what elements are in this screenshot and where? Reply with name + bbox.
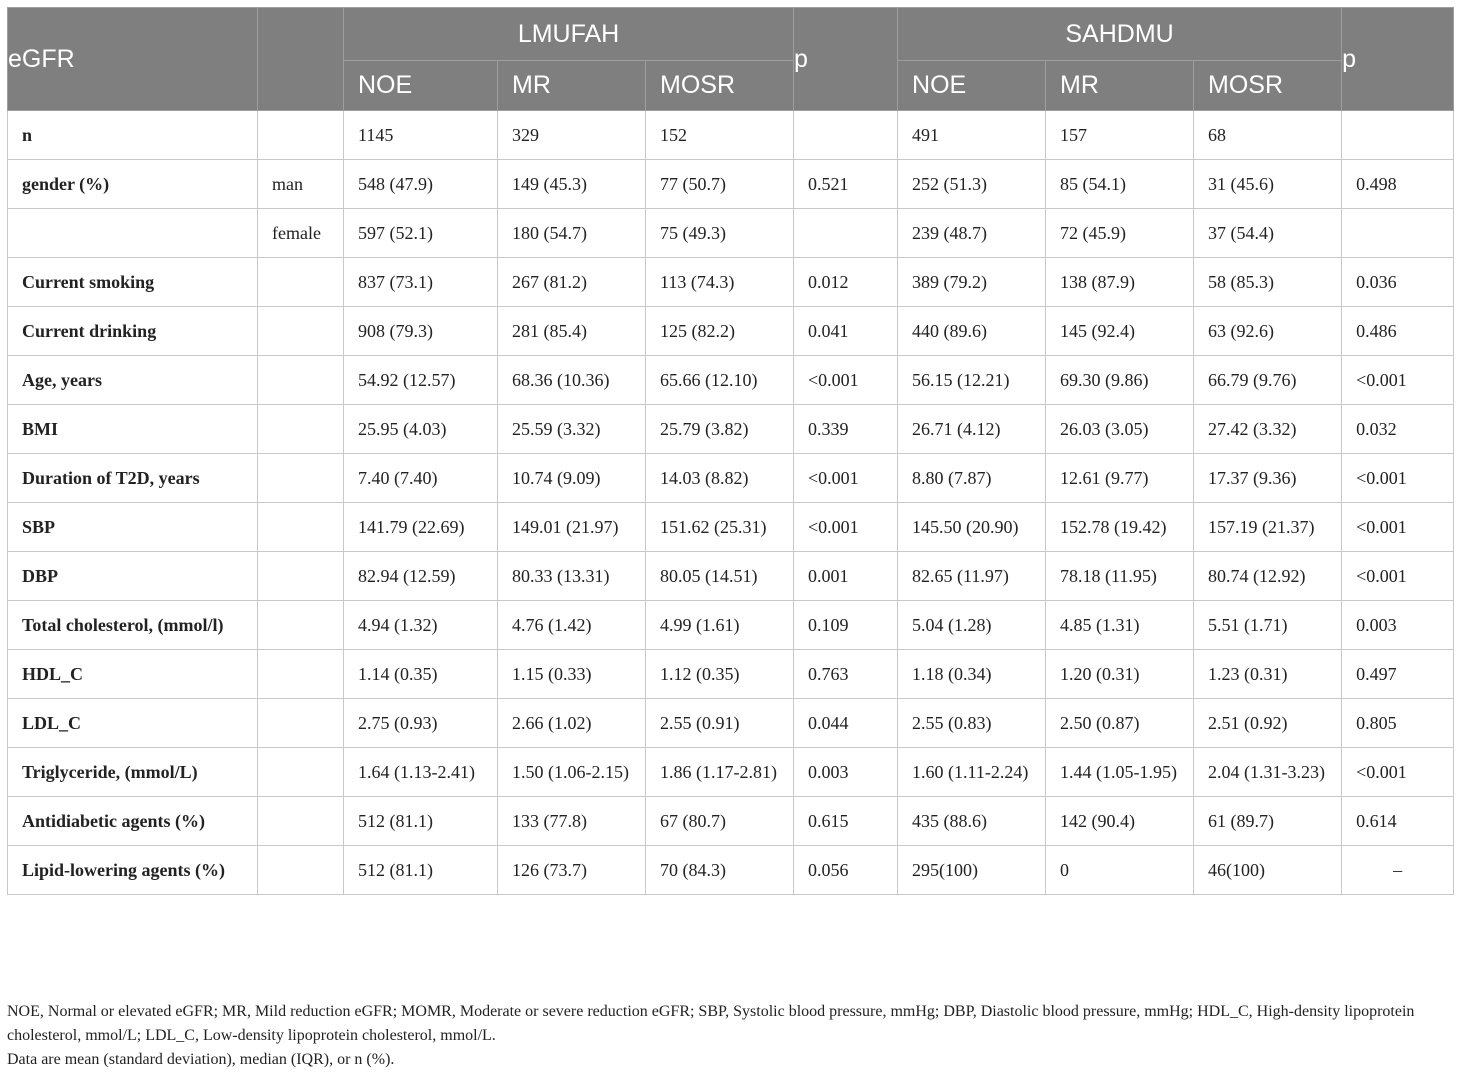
p-value-cell: 0.497 (1342, 650, 1454, 699)
header-noe-2: NOE (898, 61, 1046, 111)
table-row (8, 846, 1454, 895)
p-value-cell: <0.001 (794, 356, 898, 405)
value-cell: 4.76 (1.42) (498, 601, 646, 650)
value-cell: 239 (48.7) (898, 209, 1046, 258)
value-cell: 1.60 (1.11-2.24) (898, 748, 1046, 797)
p-value-cell: 0.521 (794, 160, 898, 209)
value-cell: 1.18 (0.34) (898, 650, 1046, 699)
table-row (8, 552, 1454, 601)
value-cell: 58 (85.3) (1194, 258, 1342, 307)
value-cell: 2.75 (0.93) (344, 699, 498, 748)
value-cell: 75 (49.3) (646, 209, 794, 258)
row-sublabel (258, 307, 344, 356)
value-cell: 4.94 (1.32) (344, 601, 498, 650)
row-sublabel (258, 503, 344, 552)
row-label: n (8, 111, 258, 160)
row-sublabel (258, 699, 344, 748)
table-row (8, 160, 1454, 209)
row-label: Antidiabetic agents (%) (8, 797, 258, 846)
value-cell: 2.55 (0.83) (898, 699, 1046, 748)
p-value-cell: 0.032 (1342, 405, 1454, 454)
value-cell: 72 (45.9) (1046, 209, 1194, 258)
row-label: Lipid-lowering agents (%) (8, 846, 258, 895)
p-value-cell: 0.805 (1342, 699, 1454, 748)
value-cell: 82.94 (12.59) (344, 552, 498, 601)
value-cell: 68 (1194, 111, 1342, 160)
row-sublabel (258, 846, 344, 895)
value-cell: 512 (81.1) (344, 846, 498, 895)
header-group-sahdmu: SAHDMU (898, 8, 1342, 61)
header-p-2: p (1342, 8, 1454, 111)
value-cell: 157.19 (21.37) (1194, 503, 1342, 552)
value-cell: 281 (85.4) (498, 307, 646, 356)
row-label: SBP (8, 503, 258, 552)
value-cell: 70 (84.3) (646, 846, 794, 895)
value-cell: 1.23 (0.31) (1194, 650, 1342, 699)
p-value-cell (1342, 111, 1454, 160)
value-cell: 491 (898, 111, 1046, 160)
table-row (8, 209, 1454, 258)
p-value-cell: <0.001 (1342, 356, 1454, 405)
table-row (8, 699, 1454, 748)
value-cell: 68.36 (10.36) (498, 356, 646, 405)
value-cell: 295(100) (898, 846, 1046, 895)
header-mosr-1: MOSR (646, 61, 794, 111)
p-value-cell: 0.041 (794, 307, 898, 356)
value-cell: 252 (51.3) (898, 160, 1046, 209)
header-mosr-2: MOSR (1194, 61, 1342, 111)
value-cell: 14.03 (8.82) (646, 454, 794, 503)
value-cell: 26.71 (4.12) (898, 405, 1046, 454)
table-container (7, 7, 1453, 895)
p-value-cell: <0.001 (1342, 552, 1454, 601)
value-cell: 152.78 (19.42) (1046, 503, 1194, 552)
value-cell: 2.55 (0.91) (646, 699, 794, 748)
row-sublabel: female (258, 209, 344, 258)
value-cell: 389 (79.2) (898, 258, 1046, 307)
p-value-cell (794, 111, 898, 160)
value-cell: 0 (1046, 846, 1194, 895)
row-label: LDL_C (8, 699, 258, 748)
table-row (8, 650, 1454, 699)
table-body (8, 111, 1454, 895)
table-row (8, 503, 1454, 552)
value-cell: 4.99 (1.61) (646, 601, 794, 650)
value-cell: 151.62 (25.31) (646, 503, 794, 552)
footnote-abbreviations: NOE, Normal or elevated eGFR; MR, Mild reduction eGFR; MOMR, Moderate or severe reduction eGFR; SBP, Systolic blood pressure, mmHg; DBP, Diastolic blood pressure, mmHg; HDL_C, High-density lipoprotein cholesterol, mmol/L; LDL_C, Low-density lipoprotein cholesterol, mmol/L. (7, 1003, 1415, 1044)
table-row (8, 454, 1454, 503)
value-cell: 435 (88.6) (898, 797, 1046, 846)
row-label: Current smoking (8, 258, 258, 307)
row-sublabel (258, 405, 344, 454)
header-group-lmufah: LMUFAH (344, 8, 794, 61)
p-value-cell: <0.001 (1342, 503, 1454, 552)
row-label: BMI (8, 405, 258, 454)
value-cell: 1.14 (0.35) (344, 650, 498, 699)
value-cell: 1.86 (1.17-2.81) (646, 748, 794, 797)
header-mr-1: MR (498, 61, 646, 111)
row-label: HDL_C (8, 650, 258, 699)
footnotes (7, 1000, 1453, 1072)
value-cell: 17.37 (9.36) (1194, 454, 1342, 503)
value-cell: 512 (81.1) (344, 797, 498, 846)
header-egfr: eGFR (8, 8, 258, 111)
value-cell: 141.79 (22.69) (344, 503, 498, 552)
p-value-cell: 0.109 (794, 601, 898, 650)
row-label: Total cholesterol, (mmol/l) (8, 601, 258, 650)
value-cell: 125 (82.2) (646, 307, 794, 356)
table-row (8, 111, 1454, 160)
value-cell: 149.01 (21.97) (498, 503, 646, 552)
value-cell: 65.66 (12.10) (646, 356, 794, 405)
p-value-cell: 0.615 (794, 797, 898, 846)
table-row (8, 601, 1454, 650)
row-label: Current drinking (8, 307, 258, 356)
row-label: Duration of T2D, years (8, 454, 258, 503)
value-cell: 5.04 (1.28) (898, 601, 1046, 650)
value-cell: 138 (87.9) (1046, 258, 1194, 307)
value-cell: 8.80 (7.87) (898, 454, 1046, 503)
value-cell: 80.33 (13.31) (498, 552, 646, 601)
value-cell: 85 (54.1) (1046, 160, 1194, 209)
value-cell: 1.50 (1.06-2.15) (498, 748, 646, 797)
value-cell: 329 (498, 111, 646, 160)
value-cell: 69.30 (9.86) (1046, 356, 1194, 405)
row-label: DBP (8, 552, 258, 601)
value-cell: 31 (45.6) (1194, 160, 1342, 209)
value-cell: 77 (50.7) (646, 160, 794, 209)
p-value-cell: 0.001 (794, 552, 898, 601)
p-value-cell: 0.763 (794, 650, 898, 699)
header-noe-1: NOE (344, 61, 498, 111)
value-cell: 25.79 (3.82) (646, 405, 794, 454)
p-value-cell: 0.012 (794, 258, 898, 307)
data-table (7, 7, 1454, 895)
p-value-cell: 0.044 (794, 699, 898, 748)
row-sublabel (258, 552, 344, 601)
p-value-cell: 0.056 (794, 846, 898, 895)
row-sublabel (258, 356, 344, 405)
value-cell: 548 (47.9) (344, 160, 498, 209)
row-sublabel (258, 111, 344, 160)
value-cell: 82.65 (11.97) (898, 552, 1046, 601)
table-row (8, 356, 1454, 405)
p-value-cell: <0.001 (1342, 454, 1454, 503)
row-sublabel: man (258, 160, 344, 209)
value-cell: 142 (90.4) (1046, 797, 1194, 846)
value-cell: 80.74 (12.92) (1194, 552, 1342, 601)
value-cell: 26.03 (3.05) (1046, 405, 1194, 454)
value-cell: 78.18 (11.95) (1046, 552, 1194, 601)
value-cell: 1.12 (0.35) (646, 650, 794, 699)
value-cell: 837 (73.1) (344, 258, 498, 307)
header-blank (258, 8, 344, 111)
table-row (8, 307, 1454, 356)
p-value-cell: 0.003 (1342, 601, 1454, 650)
value-cell: 145 (92.4) (1046, 307, 1194, 356)
row-sublabel (258, 797, 344, 846)
value-cell: 152 (646, 111, 794, 160)
value-cell: 267 (81.2) (498, 258, 646, 307)
row-label (8, 209, 258, 258)
value-cell: 2.04 (1.31-3.23) (1194, 748, 1342, 797)
footnote-data-format: Data are mean (standard deviation), median (IQR), or n (%). (7, 1051, 395, 1068)
value-cell: 10.74 (9.09) (498, 454, 646, 503)
p-value-cell: 0.003 (794, 748, 898, 797)
value-cell: 180 (54.7) (498, 209, 646, 258)
value-cell: 126 (73.7) (498, 846, 646, 895)
value-cell: 25.59 (3.32) (498, 405, 646, 454)
header-mr-2: MR (1046, 61, 1194, 111)
value-cell: 1.20 (0.31) (1046, 650, 1194, 699)
value-cell: 157 (1046, 111, 1194, 160)
value-cell: 46(100) (1194, 846, 1342, 895)
value-cell: 2.66 (1.02) (498, 699, 646, 748)
p-value-cell: 0.339 (794, 405, 898, 454)
row-label: Age, years (8, 356, 258, 405)
value-cell: 5.51 (1.71) (1194, 601, 1342, 650)
value-cell: 54.92 (12.57) (344, 356, 498, 405)
row-label: Triglyceride, (mmol/L) (8, 748, 258, 797)
value-cell: 4.85 (1.31) (1046, 601, 1194, 650)
value-cell: 7.40 (7.40) (344, 454, 498, 503)
p-value-cell: <0.001 (794, 454, 898, 503)
value-cell: 56.15 (12.21) (898, 356, 1046, 405)
value-cell: 145.50 (20.90) (898, 503, 1046, 552)
value-cell: 2.51 (0.92) (1194, 699, 1342, 748)
row-sublabel (258, 258, 344, 307)
row-sublabel (258, 748, 344, 797)
value-cell: 113 (74.3) (646, 258, 794, 307)
value-cell: 597 (52.1) (344, 209, 498, 258)
p-value-cell: – (1342, 846, 1454, 895)
value-cell: 25.95 (4.03) (344, 405, 498, 454)
table-row (8, 405, 1454, 454)
value-cell: 27.42 (3.32) (1194, 405, 1342, 454)
value-cell: 149 (45.3) (498, 160, 646, 209)
value-cell: 2.50 (0.87) (1046, 699, 1194, 748)
p-value-cell: 0.498 (1342, 160, 1454, 209)
value-cell: 37 (54.4) (1194, 209, 1342, 258)
value-cell: 66.79 (9.76) (1194, 356, 1342, 405)
value-cell: 12.61 (9.77) (1046, 454, 1194, 503)
p-value-cell (1342, 209, 1454, 258)
p-value-cell: 0.614 (1342, 797, 1454, 846)
p-value-cell: <0.001 (794, 503, 898, 552)
row-sublabel (258, 454, 344, 503)
value-cell: 63 (92.6) (1194, 307, 1342, 356)
row-sublabel (258, 601, 344, 650)
table-row (8, 258, 1454, 307)
value-cell: 1145 (344, 111, 498, 160)
value-cell: 61 (89.7) (1194, 797, 1342, 846)
value-cell: 440 (89.6) (898, 307, 1046, 356)
value-cell: 133 (77.8) (498, 797, 646, 846)
p-value-cell: 0.486 (1342, 307, 1454, 356)
value-cell: 908 (79.3) (344, 307, 498, 356)
row-sublabel (258, 650, 344, 699)
value-cell: 1.44 (1.05-1.95) (1046, 748, 1194, 797)
value-cell: 67 (80.7) (646, 797, 794, 846)
p-value-cell: 0.036 (1342, 258, 1454, 307)
p-value-cell: <0.001 (1342, 748, 1454, 797)
table-row (8, 797, 1454, 846)
value-cell: 80.05 (14.51) (646, 552, 794, 601)
header-p-1: p (794, 8, 898, 111)
row-label: gender (%) (8, 160, 258, 209)
table-row (8, 748, 1454, 797)
value-cell: 1.64 (1.13-2.41) (344, 748, 498, 797)
value-cell: 1.15 (0.33) (498, 650, 646, 699)
p-value-cell (794, 209, 898, 258)
